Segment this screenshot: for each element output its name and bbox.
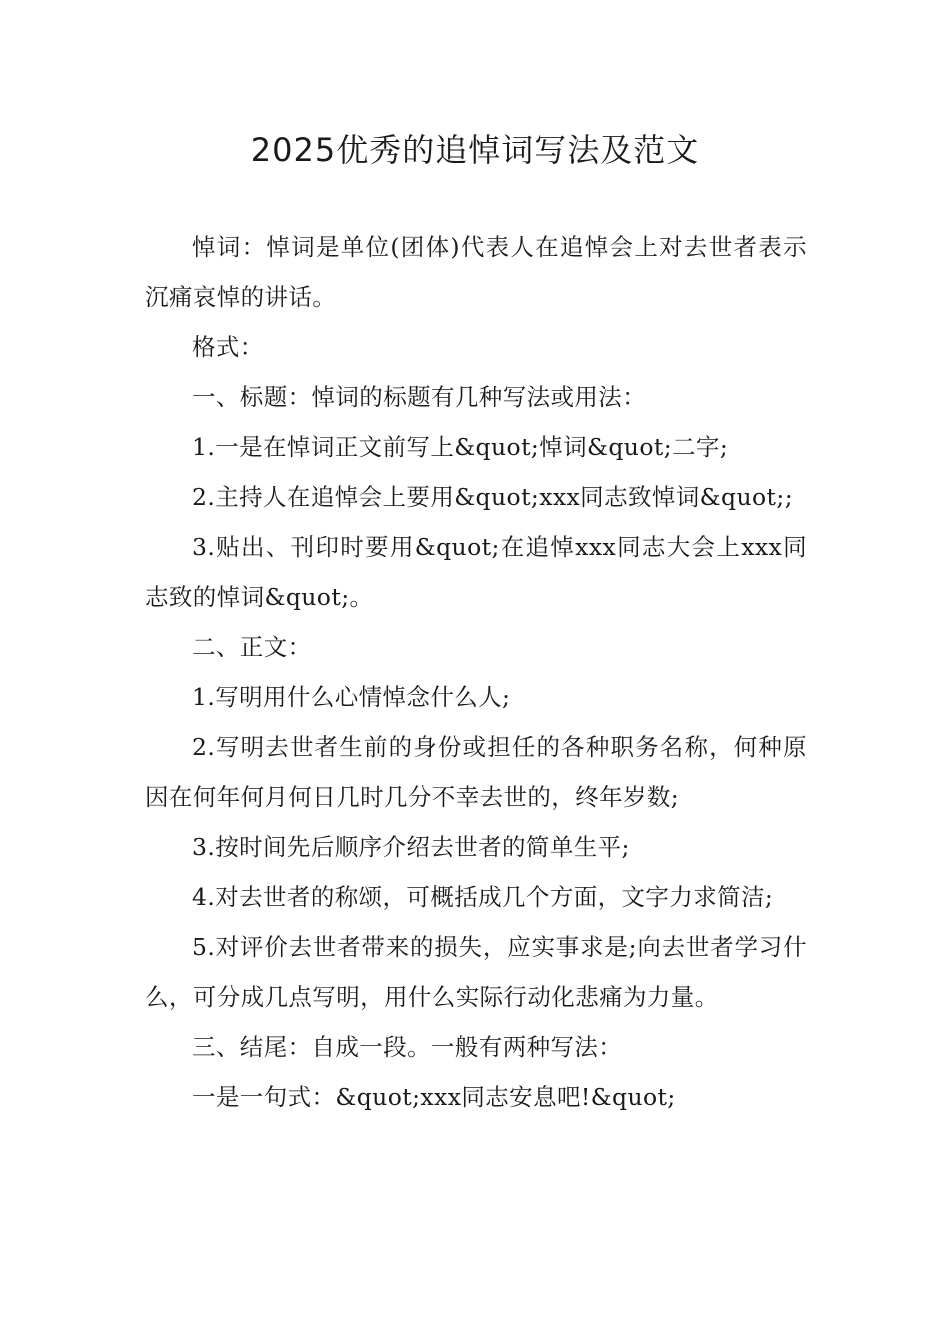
- paragraph-title-item-2: 2.主持人在追悼会上要用&quot;xxx同志致悼词&quot;;: [192, 483, 794, 511]
- paragraph-title-item-1: 1.一是在悼词正文前写上&quot;悼词&quot;二字;: [192, 433, 729, 461]
- paragraph-title-item-3: 3.贴出、刊印时要用&quot;在追悼xxx同志大会上xxx同志致的悼词&quot;。: [145, 533, 807, 611]
- paragraph-body-item-4: 4.对去世者的称颂，可概括成几个方面，文字力求简洁;: [192, 883, 774, 911]
- paragraph-body-item-1: 1.写明用什么心情悼念什么人;: [192, 683, 511, 711]
- paragraph-definition: 悼词：悼词是单位(团体)代表人在追悼会上对去世者表示沉痛哀悼的讲话。: [145, 233, 807, 311]
- paragraph-body-item-3: 3.按时间先后顺序介绍去世者的简单生平;: [192, 833, 630, 861]
- paragraph-body-item-2: 2.写明去世者生前的身份或担任的各种职务名称，何种原因在何年何月何日几时几分不幸去世的，终年岁数;: [145, 733, 807, 811]
- paragraph-format-heading: 格式：: [192, 333, 264, 361]
- document-body: [145, 222, 807, 1122]
- paragraph-section-title: 一、标题：悼词的标题有几种写法或用法：: [192, 383, 647, 411]
- paragraph-section-ending: 三、结尾：自成一段。一般有两种写法：: [192, 1033, 623, 1061]
- document-title: 2025优秀的追悼词写法及范文: [250, 131, 700, 169]
- paragraph-body-item-5: 5.对评价去世者带来的损失，应实事求是;向去世者学习什么，可分成几点写明，用什么实际行动化悲痛为力量。: [145, 933, 807, 1011]
- paragraph-ending-item-1: 一是一句式：&quot;xxx同志安息吧!&quot;: [192, 1083, 676, 1111]
- paragraph-section-body: 二、正文：: [192, 633, 312, 661]
